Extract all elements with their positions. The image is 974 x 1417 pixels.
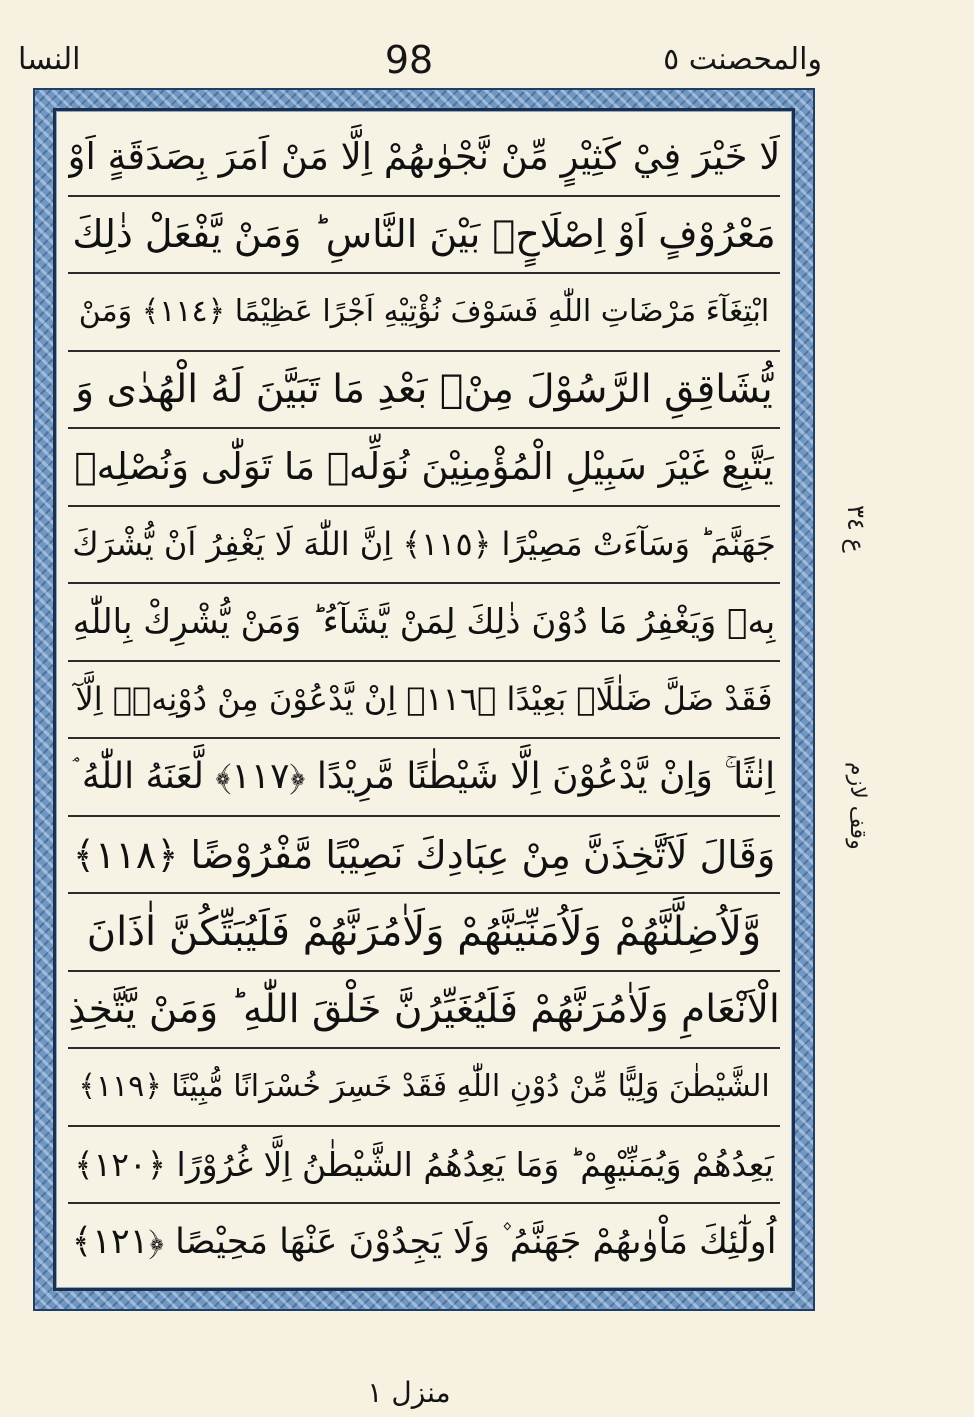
verse-line: ابْتِغَآءَ مَرْضَاتِ اللّٰهِ فَسَوْفَ نُؤْتِيْهِ اَجْرًا عَظِيْمًا ﴿١١٤﴾ وَمَنْ	[68, 274, 780, 352]
verse-line: مَعْرُوْفٍ اَوْ اِصْلَاحٍۭ بَيْنَ النَّاسِ ؕ وَمَنْ يَّفْعَلْ ذٰلِكَ	[68, 197, 780, 275]
surah-title: النسا	[18, 42, 81, 77]
ornamental-border	[33, 88, 815, 1311]
verse-line: يَتَّبِعْ غَيْرَ سَبِيْلِ الْمُؤْمِنِيْنَ نُوَلِّهٖ مَا تَوَلّٰى وَنُصْلِهٖ	[68, 429, 780, 507]
waqf-lazim-marker: وقف لازم	[845, 762, 870, 850]
verse-line: فَقَدْ ضَلَّ ضَلٰلًاۢ بَعِيْدًا ﴿١١٦﴾ اِنْ يَّدْعُوْنَ مِنْ دُوْنِهٖۤ اِلَّآ	[68, 662, 780, 740]
verse-line: يُّشَاقِقِ الرَّسُوْلَ مِنْۢ بَعْدِ مَا تَبَيَّنَ لَهُ الْهُدٰى وَ	[68, 352, 780, 430]
verse-line: وَقَالَ لَاَتَّخِذَنَّ مِنْ عِبَادِكَ نَصِيْبًا مَّفْرُوْضًا ﴿١١٨﴾	[68, 817, 780, 895]
verse-line: يَعِدُهُمْ وَيُمَنِّيْهِمْ ؕ وَمَا يَعِدُهُمُ الشَّيْطٰنُ اِلَّا غُرُوْرًا ﴿١٢٠﴾	[68, 1127, 780, 1205]
verse-line: اُولٰٓئِكَ مَاْوٰىهُمْ جَهَنَّمُ ۫ وَلَا يَجِدُوْنَ عَنْهَا مَحِيْصًا ﴿١٢١﴾	[71, 1221, 777, 1262]
verse-line: لَا خَيْرَ فِيْ كَثِيْرٍ مِّنْ نَّجْوٰىهُمْ اِلَّا مَنْ اَمَرَ بِصَدَقَةٍ اَوْ	[68, 119, 780, 197]
ruku-marker: ع ٣٤	[842, 505, 870, 553]
verse-lines	[68, 119, 780, 1280]
verse-line: جَهَنَّمَ ؕ وَسَآءَتْ مَصِيْرًا ﴿١١٥﴾ اِنَّ اللّٰهَ لَا يَغْفِرُ اَنْ يُّشْرَكَ	[68, 507, 780, 585]
verse-line: اِنٰثًا ۚ وَاِنْ يَّدْعُوْنَ اِلَّا شَيْطٰنًا مَّرِيْدًا ﴿١١٧﴾ لَّعَنَهُ اللّٰهُ ۘ	[68, 739, 780, 817]
verse-line: بِهٖ وَيَغْفِرُ مَا دُوْنَ ذٰلِكَ لِمَنْ يَّشَآءُ ؕ وَمَنْ يُّشْرِكْ بِاللّٰهِ	[68, 584, 780, 662]
juz-title: والمحصنت ٥	[663, 42, 822, 77]
verse-line: الْاَنْعَامِ وَلَاٰمُرَنَّهُمْ فَلَيُغَيِّرُنَّ خَلْقَ اللّٰهِ ؕ وَمَنْ يَّتَّخِذِ	[68, 972, 780, 1050]
verse-line: وَّلَاُضِلَّنَّهُمْ وَلَاُمَنِّيَنَّهُمْ وَلَاٰمُرَنَّهُمْ فَلَيُبَتِّكُنَّ اٰذَانَ	[68, 894, 780, 972]
manzil-footer: منزل ١	[367, 1376, 451, 1409]
page-number: 98	[384, 38, 434, 82]
text-panel	[53, 108, 795, 1291]
verse-line: الشَّيْطٰنَ وَلِيًّا مِّنْ دُوْنِ اللّٰهِ فَقَدْ خَسِرَ خُسْرَانًا مُّبِيْنًا ﴿١١٩﴾	[68, 1049, 780, 1127]
